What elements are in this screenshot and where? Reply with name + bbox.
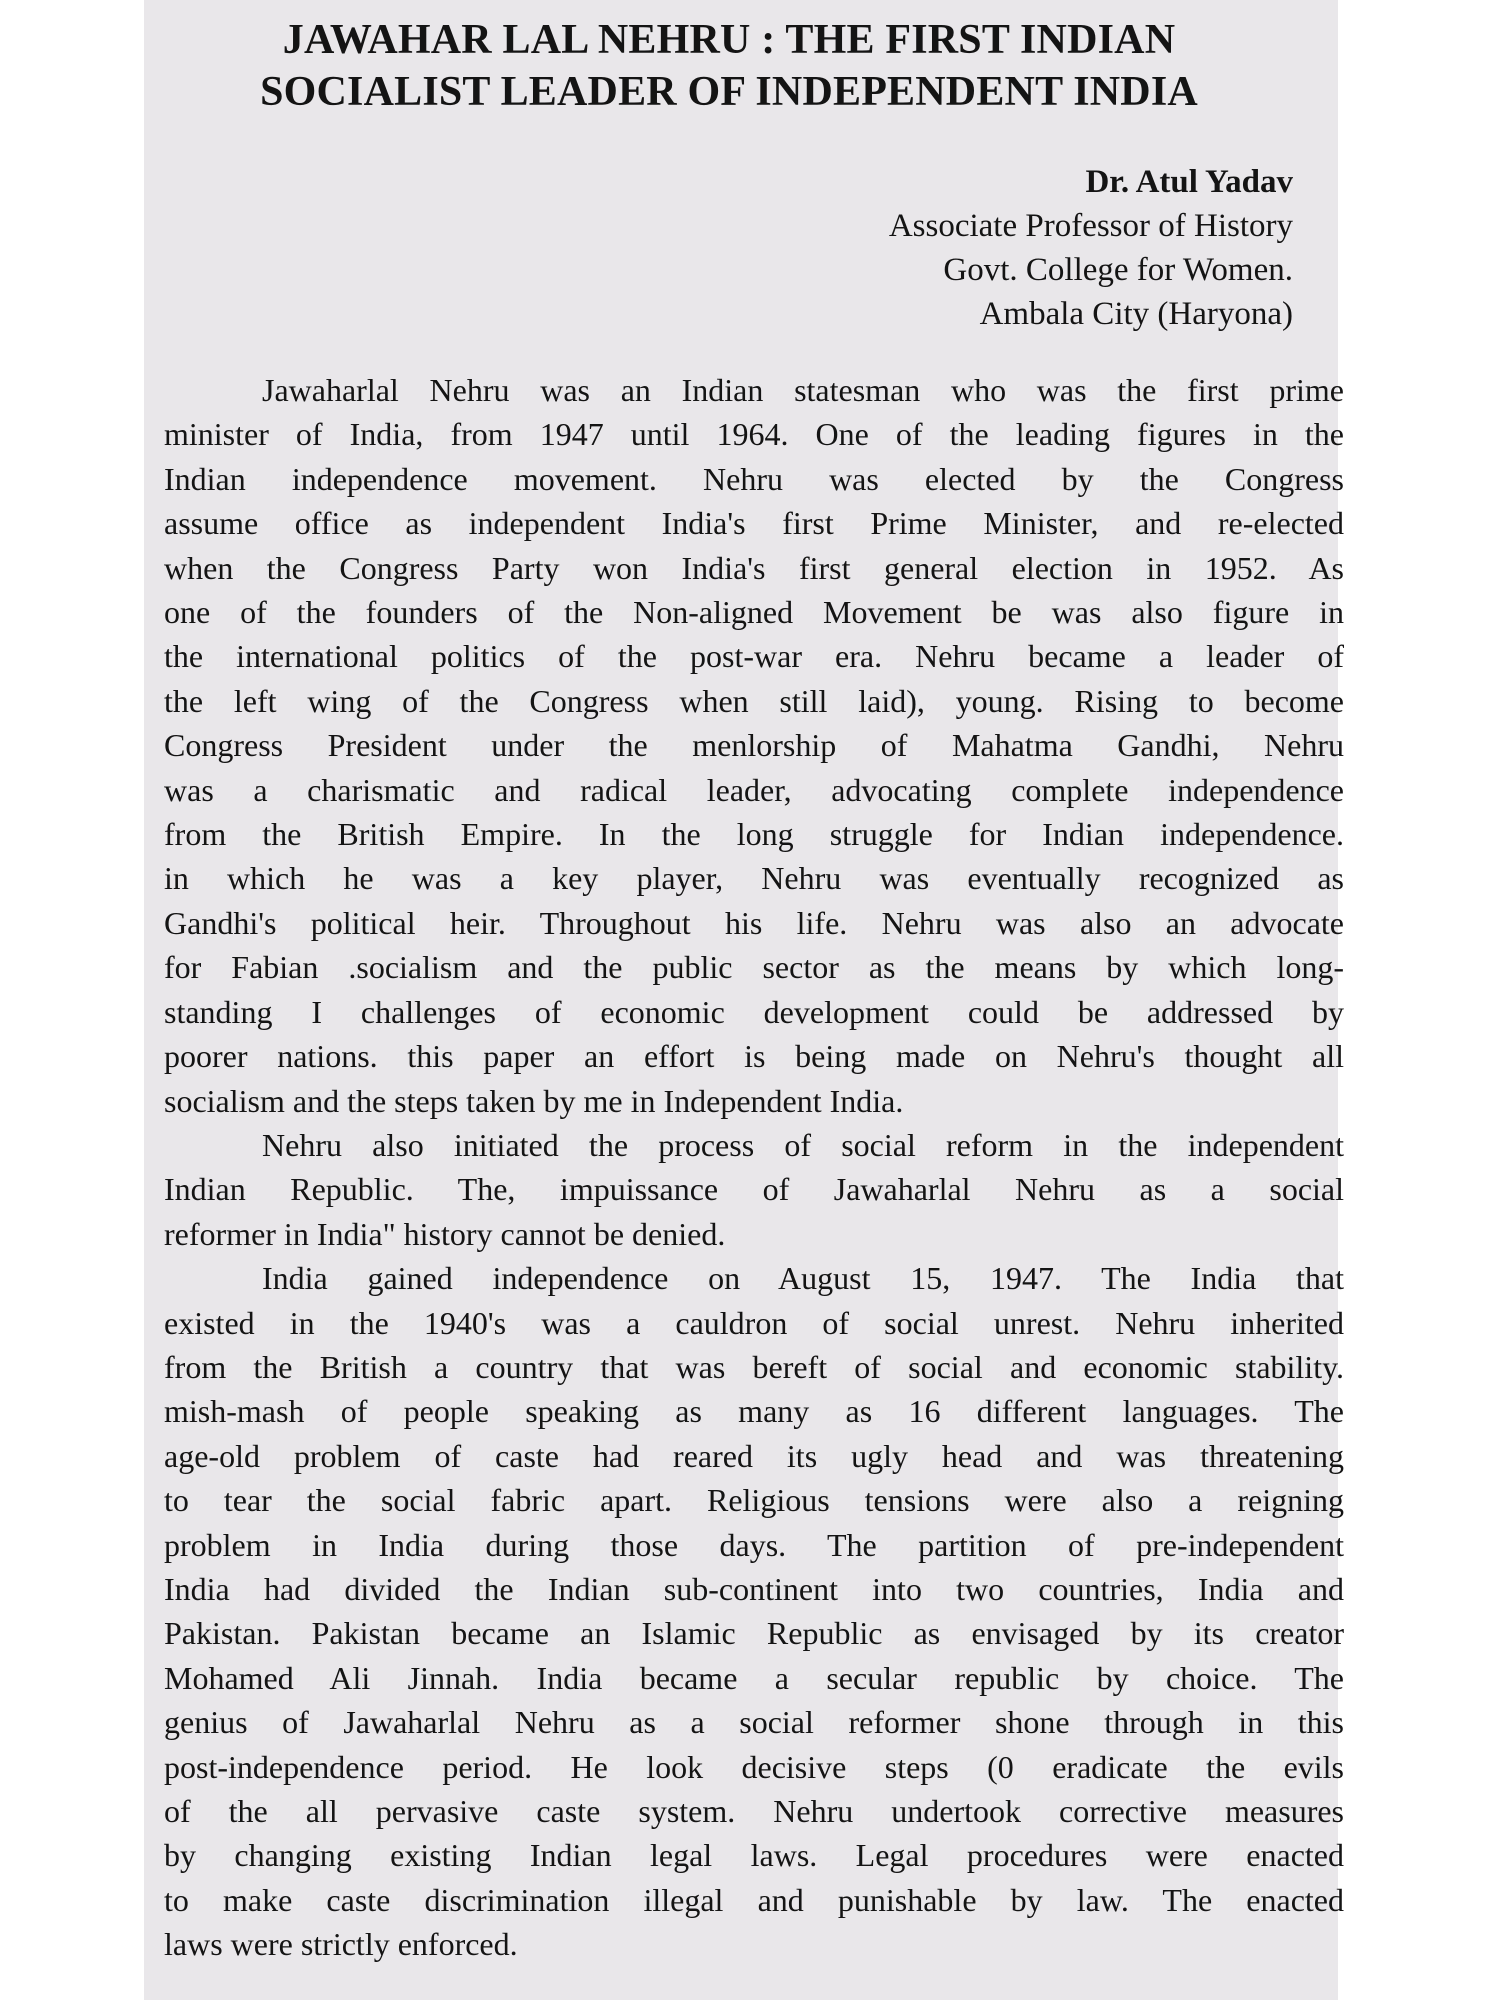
author-name: Dr. Atul Yadav <box>1085 164 1293 200</box>
paragraph-line: problem in India during those days. The partition of pre-independent <box>164 1526 1344 1563</box>
paragraph-line: minister of India, from 1947 until 1964. One of the leading figures in the <box>164 416 1344 453</box>
paragraph-line: assume office as independent India's first Prime Minister, and re-elected <box>164 505 1344 542</box>
author-position: Associate Professor of History <box>888 208 1293 244</box>
title-line: JAWAHAR LAL NEHRU : THE FIRST INDIAN <box>282 17 1176 63</box>
paragraph-line: from the British Empire. In the long struggle for Indian independence. <box>164 816 1344 853</box>
paragraph <box>164 1123 1344 1256</box>
paragraph-line: India gained independence on August 15, 1947. The India that <box>262 1260 1344 1297</box>
paragraph-line: standing I challenges of economic development could be addressed by <box>164 993 1344 1030</box>
author-location: Ambala City (Haryona) <box>979 296 1293 332</box>
paragraph-line: socialism and the steps taken by me in Independent India. <box>164 1082 904 1119</box>
paragraph-line: post-independence period. He look decisive steps (0 eradicate the evils <box>164 1748 1344 1785</box>
paragraph <box>164 1256 1344 1967</box>
paragraph-line: reformer in India" history cannot be denied. <box>164 1215 726 1252</box>
paragraph-line: for Fabian .socialism and the public sector as the means by which long- <box>164 949 1344 986</box>
paragraph-line: Indian Republic. The, impuissance of Jawaharlal Nehru as a social <box>164 1171 1344 1208</box>
paragraph-line: laws were strictly enforced. <box>164 1926 518 1963</box>
paragraph-line: India had divided the Indian sub-continent into two countries, India and <box>164 1570 1344 1607</box>
paragraph-line: Gandhi's political heir. Throughout his life. Nehru was also an advocate <box>164 904 1344 941</box>
paragraph-line: existed in the 1940's was a cauldron of social unrest. Nehru inherited <box>164 1304 1344 1341</box>
paragraph-line: genius of Jawaharlal Nehru as a social reformer shone through in this <box>164 1704 1344 1741</box>
paragraph-line: was a charismatic and radical leader, advocating complete independence <box>164 771 1344 808</box>
paragraph-line: Pakistan. Pakistan became an Islamic Republic as envisaged by its creator <box>164 1615 1344 1652</box>
paragraph-line: when the Congress Party won India's first general election in 1952. As <box>164 549 1344 586</box>
paragraph-line: Congress President under the menlorship of Mahatma Gandhi, Nehru <box>164 727 1344 764</box>
paragraph-line: from the British a country that was bereft of social and economic stability. <box>164 1348 1344 1385</box>
paragraph-line: in which he was a key player, Nehru was eventually recognized as <box>164 860 1344 897</box>
paragraph <box>164 368 1344 1123</box>
paragraph-line: one of the founders of the Non-aligned Movement be was also figure in <box>164 594 1344 631</box>
paragraph-line: to make caste discrimination illegal and punishable by law. The enacted <box>164 1881 1344 1918</box>
paragraph-line: Mohamed Ali Jinnah. India became a secular republic by choice. The <box>164 1659 1344 1696</box>
paragraph-line: mish-mash of people speaking as many as 16 different languages. The <box>164 1393 1344 1430</box>
author-block <box>164 160 1359 336</box>
paragraph-line: to tear the social fabric apart. Religious tensions were also a reigning <box>164 1482 1344 1519</box>
article-title <box>164 14 1294 118</box>
paragraph-line: age-old problem of caste had reared its ugly head and was threatening <box>164 1437 1344 1474</box>
paragraph-line: of the all pervasive caste system. Nehru undertook corrective measures <box>164 1793 1344 1829</box>
paragraph-line: Indian independence movement. Nehru was elected by the Congress <box>164 460 1344 497</box>
title-line: SOCIALIST LEADER OF INDEPENDENT INDIA <box>260 69 1198 115</box>
author-institution: Govt. College for Women. <box>943 252 1293 288</box>
paragraph-line: the left wing of the Congress when still laid), young. Rising to become <box>164 682 1344 719</box>
paragraph-line: by changing existing Indian legal laws. Legal procedures were enacted <box>164 1837 1344 1874</box>
paragraph-line: the international politics of the post-war era. Nehru became a leader of <box>164 638 1344 675</box>
paragraph-line: poorer nations. this paper an effort is being made on Nehru's thought all <box>164 1038 1344 1075</box>
document-page <box>144 0 1344 2000</box>
paragraph-line: Jawaharlal Nehru was an Indian statesman who was the first prime <box>262 372 1344 408</box>
article-body <box>164 368 1344 1967</box>
paragraph-line: Nehru also initiated the process of social reform in the independent <box>262 1126 1344 1163</box>
